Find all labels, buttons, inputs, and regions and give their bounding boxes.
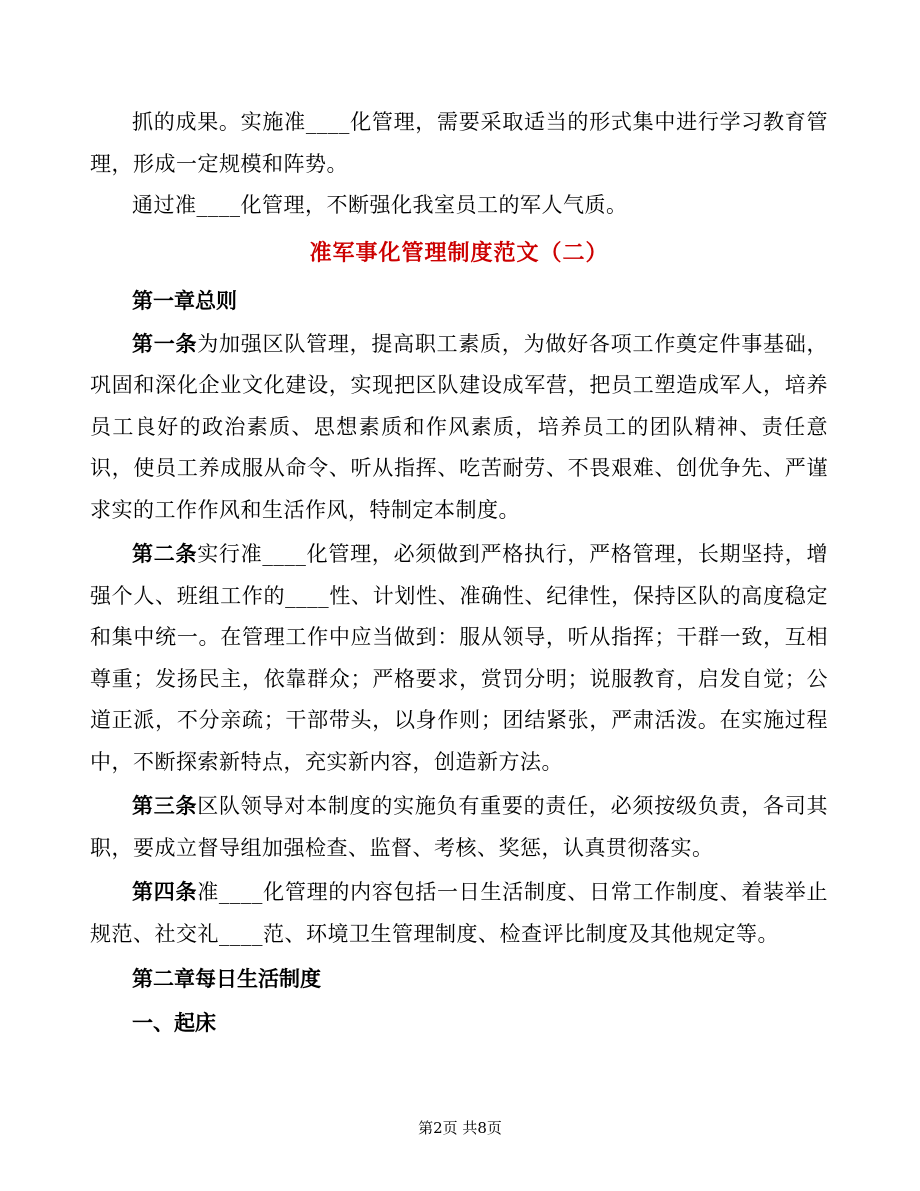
article-1 [90,323,828,532]
article-4-text: 准____化管理的内容包括一日生活制度、日常工作制度、着装举止规范、社交礼____范、环境卫生管理制度、检查评比制度及其他规定等。 [90,880,829,946]
article-3-label: 第三条 [132,793,198,818]
chapter-1-heading: 第一章总则 [132,287,237,313]
page-content [90,102,828,1045]
article-2-label: 第二条 [132,541,198,566]
article-4-label: 第四条 [132,879,198,904]
article-3-text: 区队领导对本制度的实施负有重要的责任，必须按级负责，各司其职，要成立督导组加强检查、监督、考核、奖惩，认真贯彻落实。 [90,794,829,860]
article-1-label: 第一条 [132,330,198,356]
article-2-text: 实行准____化管理，必须做到严格执行，严格管理，长期坚持，增强个人、班组工作的____性、计划性、准确性、纪律性，保持区队的高度稳定和集中统一。在管理工作中应当做到：服从领导，听从指挥；干群一致，互相尊重；发扬民主，依靠群众；严格要求，赏罚分明；说服教育，启发自觉；公道正派，不分亲疏；干部带头，以身作则；团结紧张，严肃活泼。在实施过程中，不断探索新特点，充实新内容，创造新方法。 [90,542,829,774]
intro-paragraph-2: 通过准____化管理，不断强化我室员工的军人气质。 [132,193,628,217]
chapter-2-heading: 第二章每日生活制度 [132,966,321,991]
article-4 [90,871,828,955]
section-heading-wake-up: 一、起床 [132,1010,216,1035]
document-title: 准军事化管理制度范文（二） [309,239,609,266]
article-3 [90,785,828,869]
page-number-footer: 第2页 共8页 [418,1119,502,1137]
intro-paragraph-1: 抓的成果。实施准____化管理，需要采取适当的形式集中进行学习教育管理，形成一定规模和阵势。 [90,110,828,176]
article-1-text: 为加强区队管理，提高职工素质，为做好各项工作奠定件事基础，巩固和深化企业文化建设，实现把区队建设成军营，把员工塑造成军人，培养员工良好的政治素质、思想素质和作风素质，培养员工的团队精神、责任意识，使员工养成服从命令、听从指挥、吃苦耐劳、不畏艰难、创优争先、严谨求实的工作作风和生活作风，特制定本制度。 [90,331,829,522]
article-2 [90,533,828,783]
